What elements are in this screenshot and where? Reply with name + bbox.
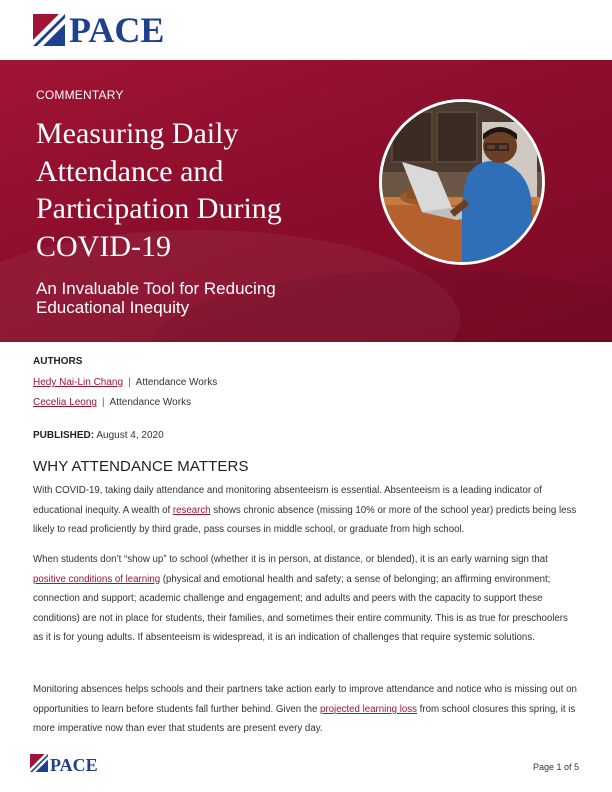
pace-logo[interactable]: [33, 10, 165, 50]
author-org: Attendance Works: [109, 397, 192, 408]
content-type-label: COMMENTARY: [36, 88, 124, 102]
student-laptop-photo: [379, 99, 545, 265]
published-date: [33, 430, 164, 441]
conditions-of-learning-link[interactable]: positive conditions of learning: [33, 573, 161, 585]
body-paragraph: With COVID-19, taking daily attendance and monitoring absenteeism is essential. Absenteeism is a leading indicator of educational inequity. A wealth of research shows chronic absence (missing 10% or more of the school year) predicts being less likely to read proficiently by third grade, pass courses in middle school, or graduate from high school.: [33, 485, 577, 536]
page-title: Measuring Daily Attendance and Participation During COVID-19: [36, 117, 282, 263]
page-number: Page 1 of 5: [532, 762, 579, 772]
page-header: [0, 0, 612, 60]
body-paragraph: When students don’t “show up” to school (whether it is in person, at distance, or blended), it is an early warning sign that positive conditions of learning (physical and emotional health and safety; a sense of belonging; an affirming environment; connection and support; academic challenge and engagement; and adults and peers with the capacity to support these conditions) are not in place for students, their families, and sometimes their entire community. This is as true for preschoolers as it is for young adults. If absenteeism is widespread, it is an indication of challenges that require systemic solutions.: [33, 554, 568, 644]
page-subtitle: An Invaluable Tool for Reducing Educational Inequity: [36, 279, 276, 317]
footer-logo-text: PACE: [50, 755, 98, 775]
author-link[interactable]: Hedy Nai-Lin Chang: [33, 377, 124, 388]
learning-loss-link[interactable]: projected learning loss: [320, 703, 417, 715]
pace-logo-icon: [33, 14, 65, 46]
author-entry: Cecelia Leong | Attendance Works: [33, 397, 192, 408]
author-link[interactable]: Cecelia Leong: [33, 397, 97, 408]
published-label: PUBLISHED:: [33, 430, 95, 441]
author-org: Attendance Works: [135, 377, 218, 388]
pace-logo-text: PACE: [69, 10, 165, 50]
authors-label: AUTHORS: [33, 356, 83, 367]
hero-banner: [0, 60, 612, 342]
section-heading: WHY ATTENDANCE MATTERS: [33, 458, 249, 475]
pace-logo-icon: [30, 754, 48, 777]
research-link[interactable]: research: [172, 504, 211, 516]
author-entry: Hedy Nai-Lin Chang | Attendance Works: [33, 377, 218, 388]
body-paragraph: Monitoring absences helps schools and their partners take action early to improve attendance and notice who is missing out on opportunities to learn before students fall further behind. Given the projected learning loss from school closures this spring, it is more imperative now than ever that students are present every day.: [33, 684, 577, 735]
published-value: August 4, 2020: [96, 430, 164, 441]
footer-logo[interactable]: [30, 755, 98, 775]
